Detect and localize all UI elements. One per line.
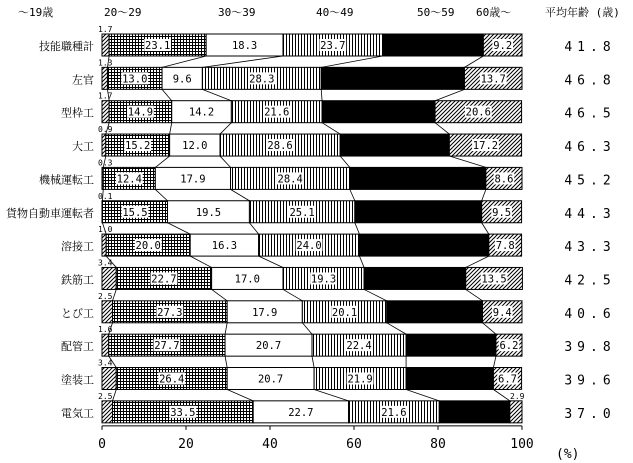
bar-value-label: 20.7 [255,340,282,353]
bar-value-label: 16.3 [211,240,238,253]
bar-value-label: 20.0 [135,240,161,253]
bar-value-label: 20.8 [437,373,463,386]
bar-value-label: 30.2 [405,206,431,219]
bar-value-label: 13.0 [122,73,148,86]
legend-label-60-over: 60歳～ [476,6,512,19]
bar-segment [102,301,113,323]
bar-value-label: 19.5 [195,206,222,219]
bar-value-label: 28.4 [277,173,303,186]
connector-line [212,289,228,300]
x-tick-label: 60 [346,436,362,452]
bar-value-label: 1.7 [98,25,113,34]
average-age-value: 40.6 [564,306,616,322]
connector-line [482,223,489,234]
connector-line [355,223,360,234]
x-tick-label: 20 [178,436,194,452]
bar-value-label: 17.0 [234,273,260,286]
bar-value-label: 2.5 [98,291,113,301]
bar-value-label: 23.1 [145,40,171,52]
category-label: 溶接工 [61,240,94,254]
connector-line [170,123,172,134]
connector-line [387,323,406,334]
category-label: 型枠工 [61,106,94,120]
connector-line [435,123,449,134]
category-label: 電気工 [61,406,94,420]
connector-line [283,289,302,300]
connector-line [202,56,283,67]
average-age-value: 43.3 [564,240,616,256]
bar-value-label: 33.5 [170,406,196,419]
bar-value-label: 1.3 [98,58,113,68]
bar-value-label: 22.7 [288,406,314,419]
connector-line [493,356,496,367]
bar-value-label: 17.2 [472,140,499,153]
bar-value-label: 8.6 [494,173,514,186]
connector-line [322,123,340,134]
bar-value-label: 13.5 [481,273,507,286]
connector-line [482,189,486,200]
legend-label-30-39: 30～39 [218,6,256,19]
bar-value-label: 19.3 [310,273,337,286]
bar-value-label: 26.0 [382,140,408,153]
legend-label-50-59: 50～59 [417,6,455,19]
bar-value-label: 3.4 [98,258,113,268]
bar-segment [102,267,116,289]
x-unit-label: (%) [556,447,580,462]
bar-value-label: 12.0 [182,140,208,153]
bar-value-label: 22.7 [151,273,177,286]
bar-value-label: 14.9 [127,106,154,119]
x-tick-label: 100 [510,436,534,452]
bar-value-label: 3.4 [98,358,113,368]
bar-segment [102,401,113,423]
bar-value-label: 0.1 [98,191,113,201]
bar-value-label: 13.7 [480,73,506,86]
bar-value-label: 1.0 [98,225,113,235]
average-age-value: 46.3 [564,140,616,156]
connector-line [155,156,169,167]
bar-value-label: 9.5 [492,206,512,219]
average-age-value: 37.0 [564,406,616,422]
average-age-value: 39.8 [564,340,616,356]
category-labels [6,39,94,420]
x-tick-label: 40 [262,436,278,452]
bar-value-label: 30.8 [411,240,437,253]
average-age-values [564,40,615,422]
connector-line [340,156,350,167]
bar-value-label: 16.8 [461,406,488,419]
connector-line [225,356,227,367]
category-label: 貨物自動車運転者 [6,206,94,220]
bar-value-label: 17.9 [252,306,278,319]
connector-line [113,390,117,401]
connector-line [162,56,206,67]
connector-line [155,189,167,200]
connector-line [302,323,312,334]
bar-value-label: 20.7 [257,373,284,386]
category-label: 左官 [72,73,94,87]
legend [18,5,511,19]
average-age-value: 39.6 [564,373,616,389]
connector-line [466,289,483,300]
connector-line [493,390,509,401]
bar-segment [102,334,109,356]
bar-value-label: 24.2 [402,273,428,286]
bar-value-label: 21.4 [438,340,464,353]
connector-line [406,390,439,401]
connector-line [202,89,231,100]
connector-line [321,56,382,67]
bar-segment [102,67,107,89]
bar-value-label: 15.2 [125,140,151,153]
bar-segment [102,368,116,390]
connector-line [220,156,231,167]
bar-value-label: 12.4 [116,173,142,186]
bar-value-label: 1.7 [98,91,113,101]
category-label: 技能職種計 [39,40,94,53]
connector-line [259,256,283,267]
average-age-value: 45.2 [564,173,616,189]
bar-value-label: 21.6 [264,106,290,119]
bar-value-label: 9.2 [493,40,513,52]
bar-value-label: 25.1 [289,206,315,219]
connector-line [321,89,322,100]
connector-line [359,256,364,267]
bar-segment [510,401,522,423]
connector-line [464,56,483,67]
bar-value-label: 24.0 [296,240,322,253]
bar-value-label: 6.2 [499,340,519,353]
category-label: 塗装工 [61,373,94,387]
avg-age-header: 平均年齢 (歳) [545,6,620,19]
connector-line [190,256,211,267]
bar-value-label: 14.2 [188,106,215,119]
connector-line [249,223,258,234]
bar-value-label: 0.3 [98,158,113,168]
bar-segment [102,34,109,56]
bar-value-label: 9.6 [172,73,192,86]
bar-value-label: 20.6 [465,106,491,119]
connector-line [227,390,253,401]
x-axis [98,426,534,452]
bar-value-label: 1.6 [98,325,113,335]
connector-line [364,289,387,300]
connector-line [220,123,231,134]
bar-value-label: 9.4 [492,306,512,319]
average-age-value: 41.8 [564,40,616,55]
connector-line [113,289,117,300]
bar-value-label: 26.9 [365,106,392,119]
bar-value-label: 7.8 [495,240,515,253]
connector-line [314,390,348,401]
bar-value-label: 22.4 [346,340,372,353]
connector-line [483,323,496,334]
bar-value-label: 24.0 [420,40,446,52]
category-label: 大工 [72,140,94,154]
bar-value-label: 27.3 [157,306,183,319]
bar-value-label: 2.9 [510,391,525,401]
x-tick-label: 80 [430,436,446,452]
category-label: 機械運転工 [39,173,94,187]
category-label: とび工 [61,306,94,320]
connector-line [162,89,172,100]
average-age-value: 46.8 [564,73,616,89]
bar-value-label: 34.1 [380,73,406,86]
bar-value-label: 17.9 [180,173,206,186]
bar-value-label: 0.9 [98,125,113,135]
bar-value-label: 27.7 [154,340,180,353]
average-age-value: 42.5 [564,273,616,289]
x-tick-label: 0 [98,436,106,452]
bar-value-label: 28.6 [267,140,293,153]
average-age-value: 44.3 [564,206,616,222]
connector-line [312,356,314,367]
connector-line [449,156,486,167]
bar-value-label: 32.4 [405,173,431,186]
connector-line [350,189,355,200]
bar-segment [102,101,109,123]
legend-label-under-19: ～19歳 [18,6,54,19]
bar-segment [102,234,106,256]
bar-value-label: 21.6 [381,406,407,419]
bar-value-label: 2.5 [98,391,113,401]
bar-value-label: 20.1 [331,306,358,319]
bar-value-label: 6.7 [498,373,517,386]
connector-line [225,323,227,334]
bar-value-label: 21.9 [347,373,373,386]
bar-value-label: 26.4 [159,373,185,386]
connector-line [435,89,464,100]
average-age-value: 46.5 [564,106,616,122]
bar-value-label: 18.3 [231,40,258,52]
connector-line [168,223,191,234]
legend-label-20-29: 20～29 [104,6,142,19]
bar-segment [102,134,106,156]
bar-value-label: 15.5 [122,206,148,219]
category-label: 鉄筋工 [61,273,94,287]
category-label: 配管工 [61,340,94,354]
connector-line [466,256,489,267]
bar-value-label: 23.7 [320,40,346,52]
connector-line [231,189,250,200]
legend-label-40-49: 40～49 [316,6,354,19]
bar-value-label: 28.3 [249,73,275,86]
bar-value-label: 22.8 [421,306,448,319]
